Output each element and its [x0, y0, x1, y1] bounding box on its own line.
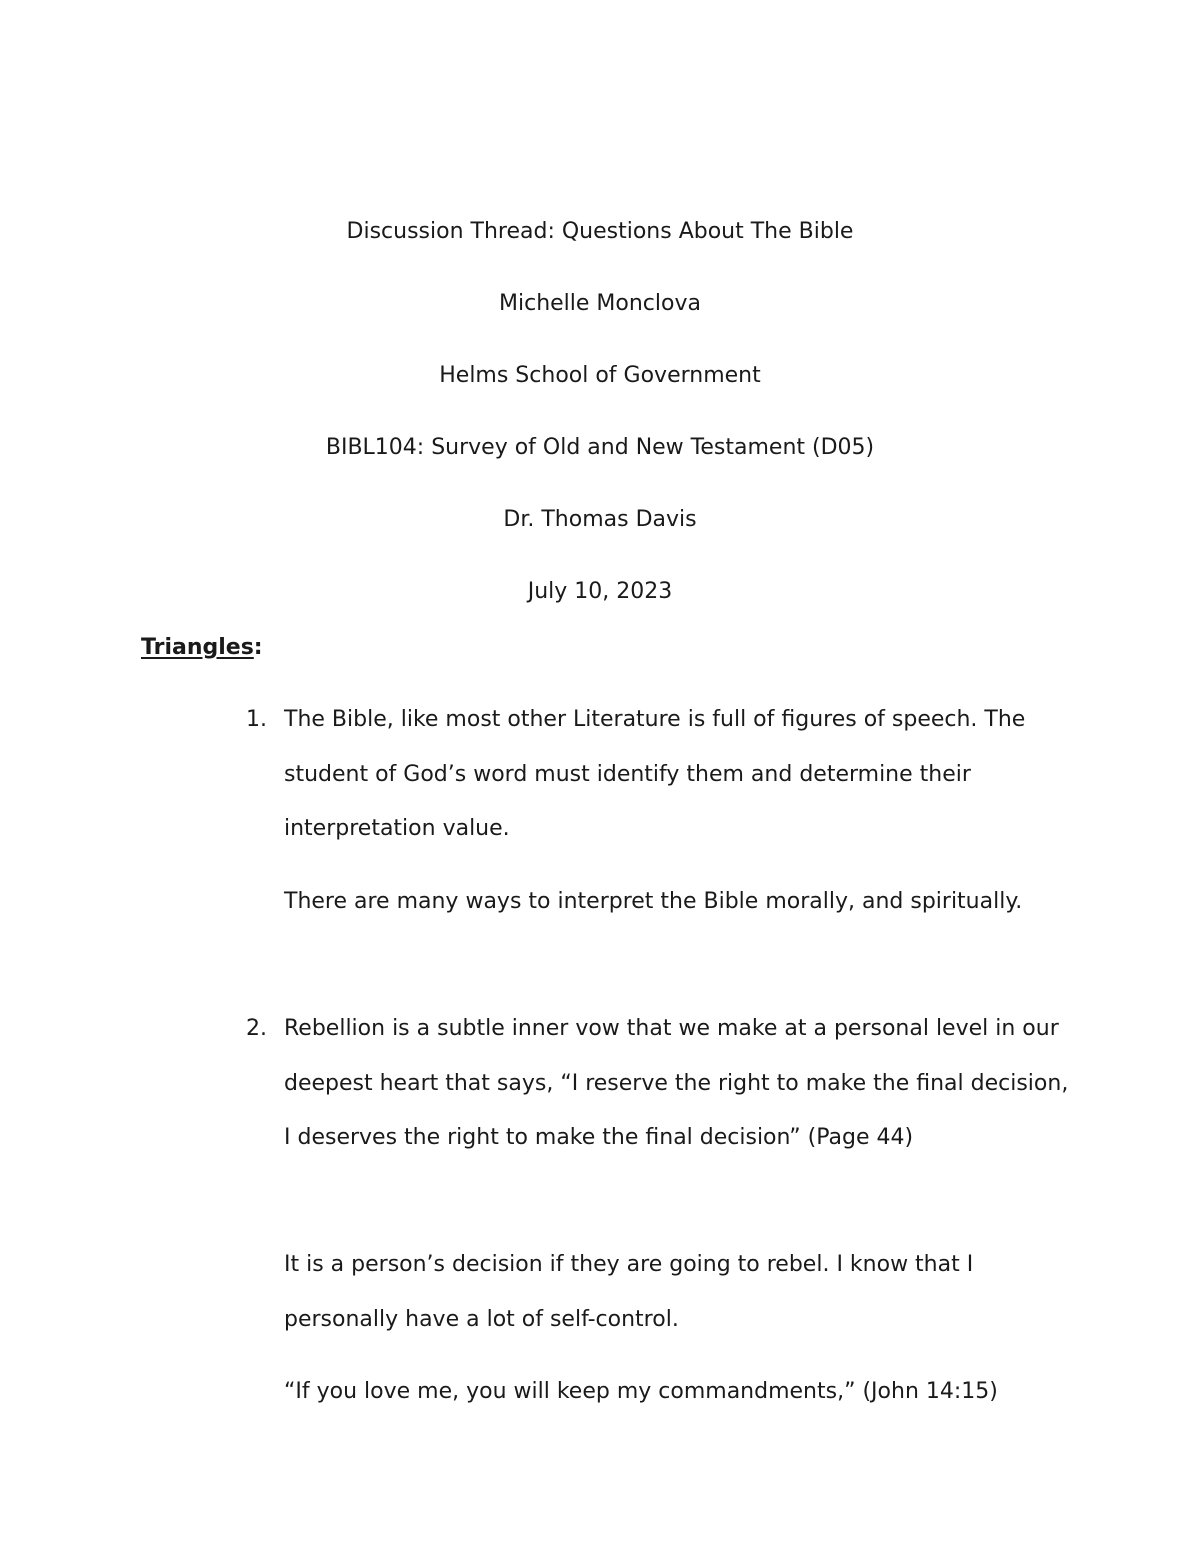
section-heading	[141, 630, 263, 666]
list-item-number: 2.	[246, 1016, 267, 1041]
list-item-response: It is a person’s decision if they are going to rebel. I know that I personally have a lot of self-control.	[284, 1252, 974, 1332]
section-heading-text: Triangles	[141, 635, 254, 660]
list-item-text: The Bible, like most other Literature is full of figures of speech. The student of God’s word must identify them and determine their interpretation value.	[284, 707, 1026, 841]
title-block	[0, 196, 1200, 628]
course-name: BIBL104: Survey of Old and New Testament (D05)	[325, 435, 875, 460]
bible-quote: “If you love me, you will keep my commandments,” (John 14:15)	[284, 1379, 998, 1404]
list-item-number: 1.	[246, 707, 267, 732]
document-date: July 10, 2023	[527, 579, 673, 604]
instructor-name: Dr. Thomas Davis	[503, 507, 697, 532]
section-heading-colon: :	[253, 635, 263, 660]
list-item-text: Rebellion is a subtle inner vow that we make at a personal level in our deepest heart that says, “I reserve the right to make the final decision, I deserves the right to make the final decision” (Page 44)	[284, 1016, 1069, 1150]
institution-name: Helms School of Government	[439, 363, 761, 388]
document-title: Discussion Thread: Questions About The Bible	[346, 219, 854, 244]
list-item-response: There are many ways to interpret the Bible morally, and spiritually.	[284, 889, 1023, 914]
author-name: Michelle Monclova	[499, 291, 701, 316]
